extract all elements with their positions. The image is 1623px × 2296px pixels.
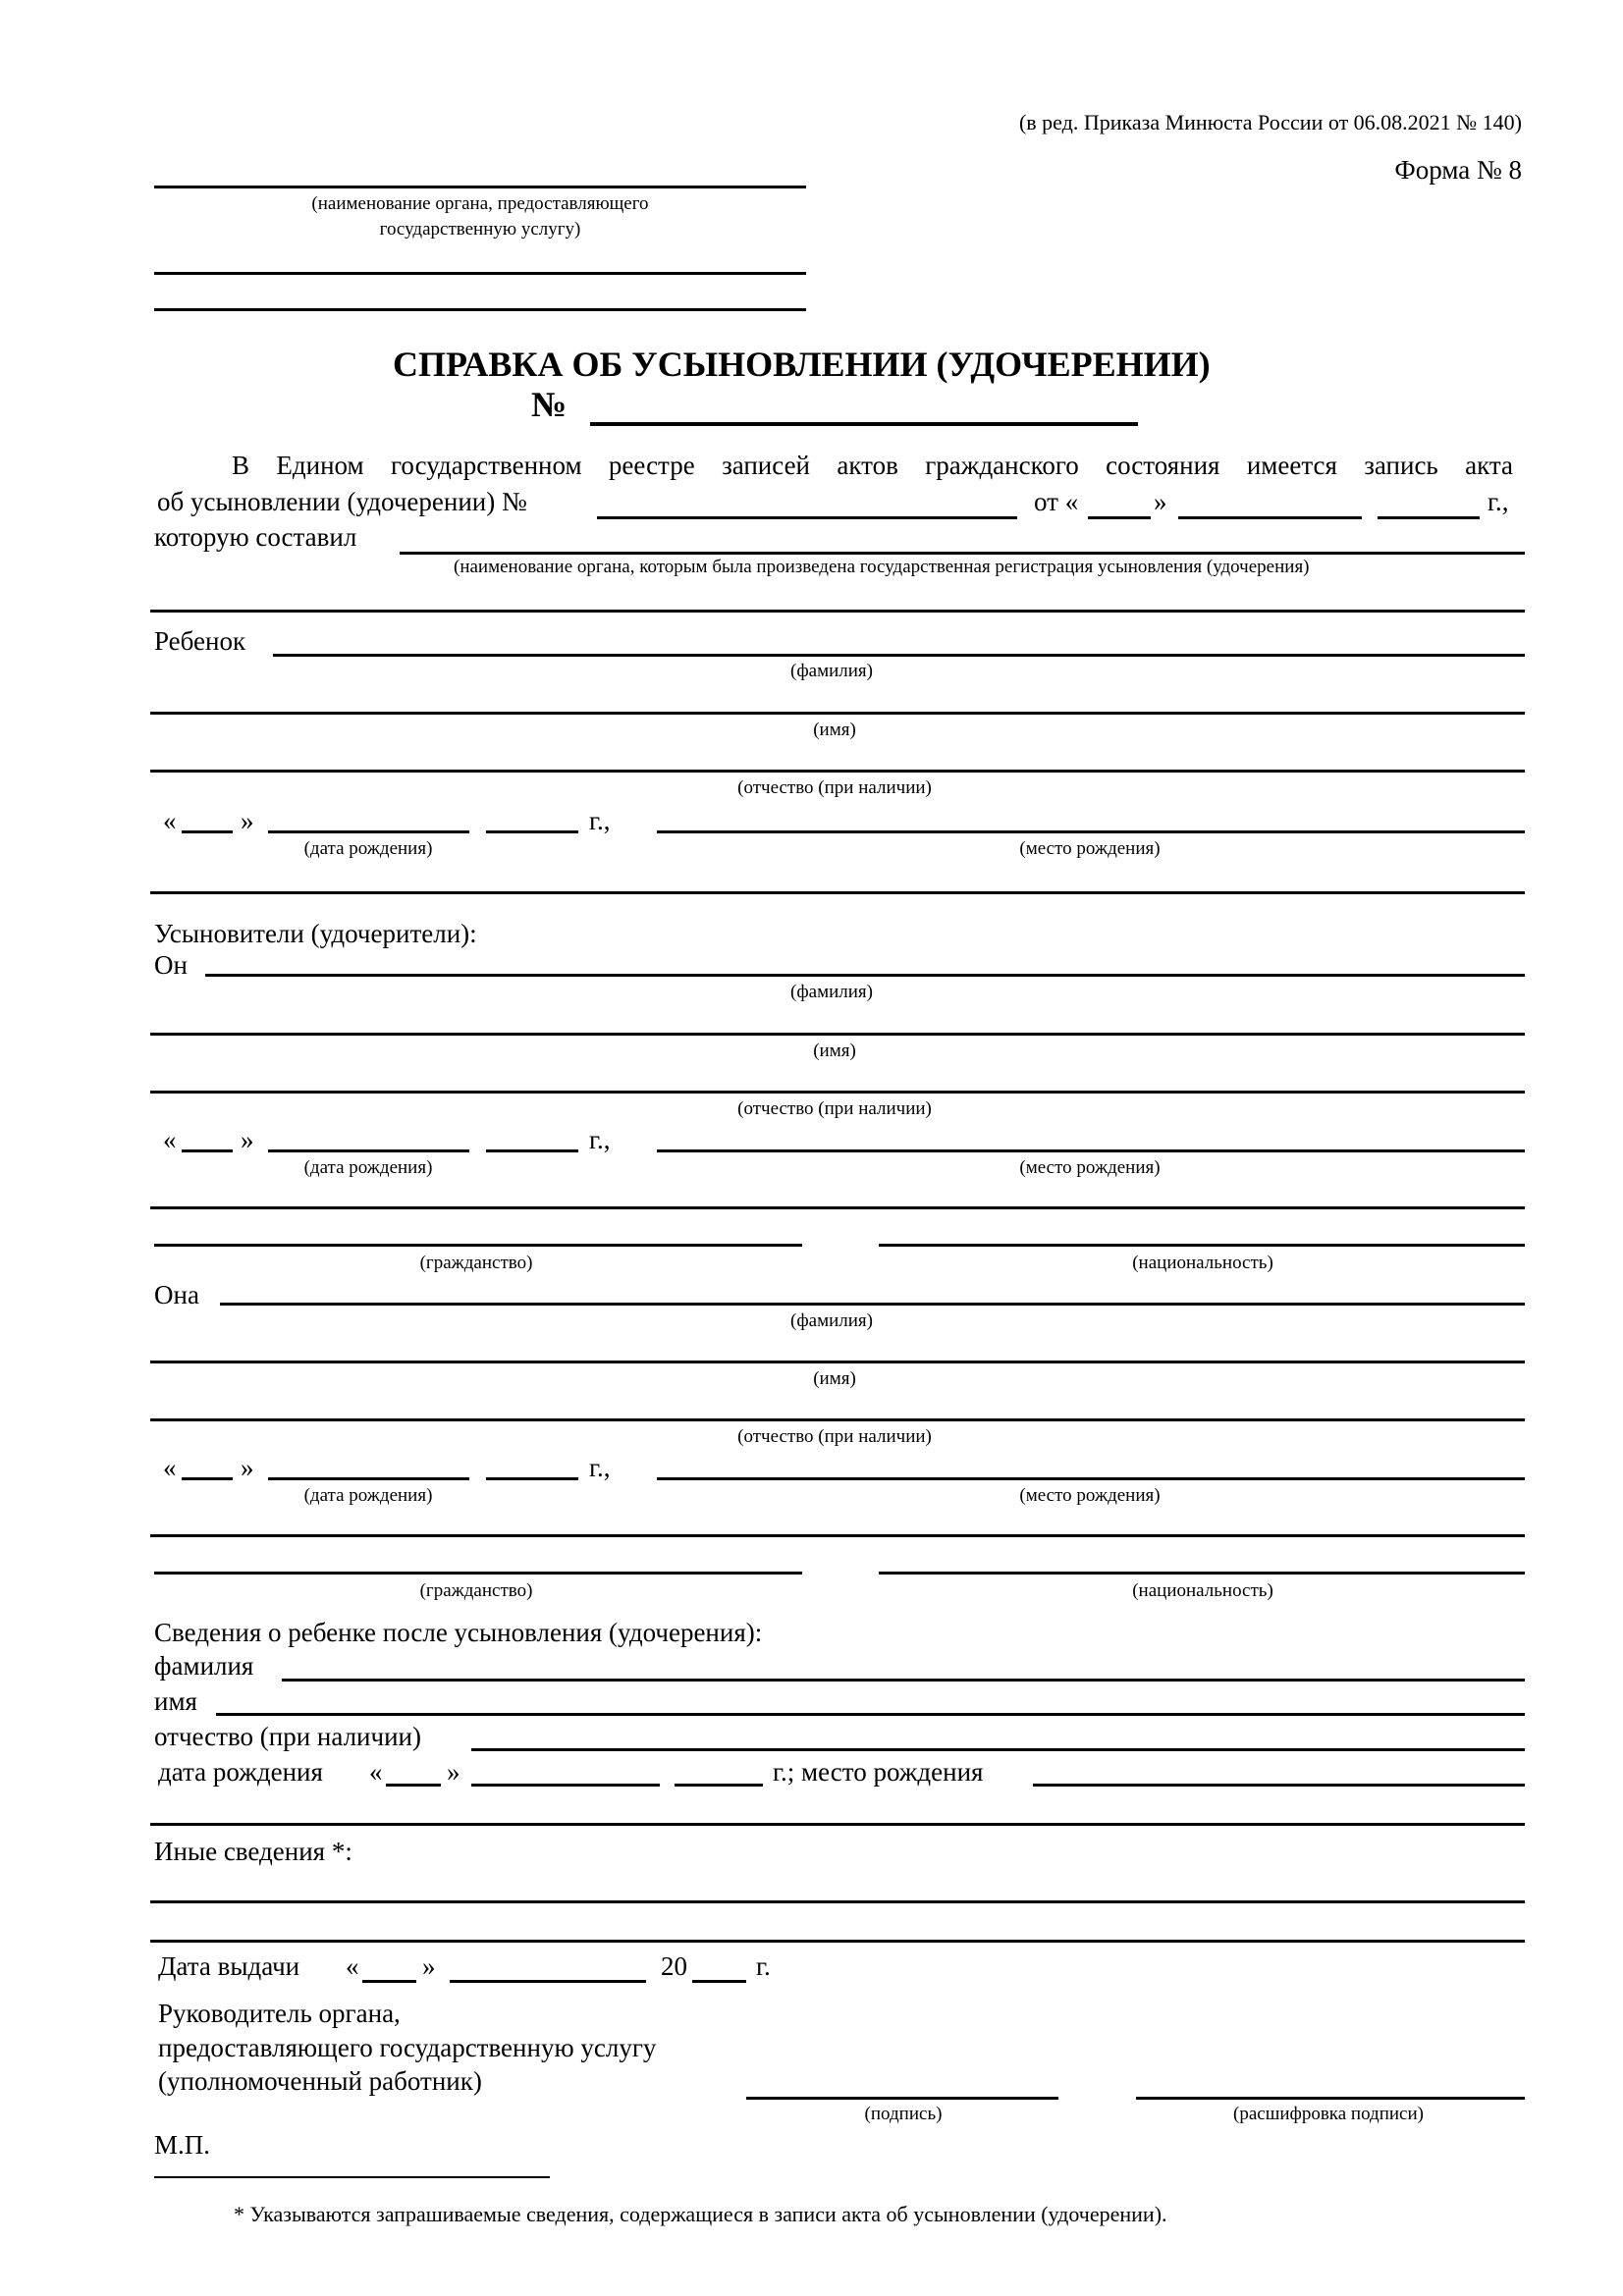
after-birth-date-label: дата рождения [158,1757,323,1787]
signature-decode-line[interactable] [1136,2097,1525,2100]
page-title: СПРАВКА ОБ УСЫНОВЛЕНИИ (УДОЧЕРЕНИИ) [393,345,1211,384]
issue-year-line[interactable] [692,1980,746,1983]
he-birth-quote-open: « [163,1125,177,1154]
record-year-line[interactable] [1378,516,1480,519]
he-birth-month-line[interactable] [268,1149,469,1152]
after-patronymic-line[interactable] [471,1748,1525,1751]
child-patronymic-line[interactable] [150,770,1525,773]
compiled-by-label: которую составил [154,522,357,552]
footnote-divider [154,2176,550,2178]
after-patronymic-label: отчество (при наличии) [154,1722,421,1751]
he-citizenship-caption: (гражданство) [419,1253,533,1273]
he-birth-place-line[interactable] [657,1149,1525,1152]
record-day-line[interactable] [1088,516,1151,519]
compiled-by-caption: (наименование органа, которым была произведена государственная регистрация усыновления (удочерения) [454,557,1310,577]
after-surname-line[interactable] [282,1679,1525,1682]
child-birth-place-line[interactable] [657,830,1525,833]
other-info-label: Иные сведения *: [154,1837,352,1866]
child-birth-year-suffix: г., [589,806,611,835]
child-birth-year-line[interactable] [486,830,578,833]
she-surname-caption: (фамилия) [790,1310,873,1331]
after-surname-label: фамилия [154,1651,254,1681]
she-name-line[interactable] [150,1361,1525,1363]
child-surname-line[interactable] [273,654,1525,657]
child-name-caption: (имя) [813,720,856,740]
he-surname-caption: (фамилия) [790,982,873,1002]
certificate-number-line[interactable] [590,422,1138,426]
other-info-line-1[interactable] [150,1900,1525,1903]
record-number-line[interactable] [597,516,1017,519]
revision-note: (в ред. Приказа Минюста России от 06.08.2021 № 140) [1018,110,1522,134]
he-birth-year-line[interactable] [486,1149,578,1152]
child-birth-place-extra-line[interactable] [150,891,1525,894]
authority-caption-line2: государственную услугу) [379,219,581,240]
she-citizenship-line[interactable] [154,1572,802,1575]
signer-line1: Руководитель органа, [158,1999,401,2028]
child-name-line[interactable] [150,712,1525,715]
she-birth-year-line[interactable] [486,1477,578,1480]
adopter-he-label: Он [154,950,188,980]
she-birth-place-line[interactable] [657,1477,1525,1480]
he-patronymic-line[interactable] [150,1091,1525,1094]
she-birth-year-suffix: г., [589,1453,611,1482]
certificate-number-sign: № [531,385,568,424]
issue-day-line[interactable] [362,1980,416,1983]
signer-line2: предоставляющего государственную услугу [158,2033,657,2062]
intro-year-suffix: г., [1488,487,1509,516]
she-birth-place-extra-line[interactable] [150,1534,1525,1537]
adopters-heading: Усыновители (удочерители): [154,919,477,948]
after-name-line[interactable] [216,1713,1525,1716]
intro-quote-close: » [1154,487,1167,516]
intro-line1: В Едином государственном реестре записей актов гражданского состояния имеется запись акта [232,451,1513,480]
she-birth-month-line[interactable] [268,1477,469,1480]
she-birth-place-caption: (место рождения) [1019,1485,1161,1506]
other-info-line-2[interactable] [150,1940,1525,1943]
he-birth-day-line[interactable] [182,1149,233,1152]
child-birth-month-line[interactable] [268,830,469,833]
intro-line1-start [232,453,1513,479]
issue-quote-close: » [422,1951,436,1981]
form-number: Форма № 8 [1394,155,1522,185]
signature-caption: (подпись) [864,2104,943,2124]
after-birth-quote-open: « [369,1757,383,1787]
after-birth-day-line[interactable] [386,1784,441,1787]
he-birth-place-caption: (место рождения) [1019,1157,1161,1178]
he-name-line[interactable] [150,1033,1525,1036]
signature-decode-caption: (расшифровка подписи) [1233,2104,1424,2124]
she-birth-date-caption: (дата рождения) [303,1485,433,1506]
he-nationality-caption: (национальность) [1132,1253,1273,1273]
footnote: * Указываются запрашиваемые сведения, содержащиеся в записи акта об усыновлении (удочерении). [234,2202,1167,2226]
intro-record-label: об усыновлении (удочерении) № [157,487,527,516]
after-birth-place-extra-line[interactable] [150,1823,1525,1826]
issue-month-line[interactable] [450,1980,646,1983]
after-birth-month-line[interactable] [471,1784,660,1787]
he-nationality-line[interactable] [879,1244,1525,1247]
authority-name-line[interactable] [154,186,806,188]
she-nationality-line[interactable] [879,1572,1525,1575]
she-nationality-caption: (национальность) [1132,1580,1273,1601]
child-birth-date-caption: (дата рождения) [303,838,433,859]
child-birth-day-line[interactable] [182,830,233,833]
signer-line3: (уполномоченный работник) [158,2066,482,2096]
he-birth-quote-close: » [241,1125,254,1154]
she-patronymic-caption: (отчество (при наличии) [737,1426,932,1447]
issue-date-label: Дата выдачи [158,1951,300,1981]
child-birth-quote-close: » [241,806,254,835]
she-birth-quote-close: » [241,1453,254,1482]
after-birth-year-line[interactable] [675,1784,763,1787]
after-year-place-label: г.; место рождения [773,1757,984,1787]
child-birth-quote-open: « [163,806,177,835]
authority-caption-line1: (наименование органа, предоставляющего [311,193,649,214]
he-birth-year-suffix: г., [589,1125,611,1154]
she-birth-quote-open: « [163,1453,177,1482]
he-birth-date-caption: (дата рождения) [303,1157,433,1178]
stamp-label: М.П. [154,2130,211,2160]
after-birth-quote-close: » [447,1757,460,1787]
issue-year-suffix: г. [756,1951,771,1981]
child-patronymic-caption: (отчество (при наличии) [737,777,932,798]
child-surname-caption: (фамилия) [790,661,873,681]
he-name-caption: (имя) [813,1041,856,1061]
child-birth-place-caption: (место рождения) [1019,838,1161,859]
after-name-label: имя [154,1686,197,1716]
she-patronymic-line[interactable] [150,1418,1525,1421]
after-adoption-heading: Сведения о ребенке после усыновления (удочерения): [154,1618,763,1647]
signature-line[interactable] [746,2097,1058,2100]
she-name-caption: (имя) [813,1368,856,1389]
issue-century: 20 [661,1951,687,1981]
she-birth-day-line[interactable] [182,1477,233,1480]
child-label: Ребенок [154,626,246,656]
he-citizenship-line[interactable] [154,1244,802,1247]
adopter-she-label: Она [154,1280,199,1309]
record-month-line[interactable] [1178,516,1362,519]
he-surname-line[interactable] [205,974,1525,977]
authority-extra-line-2[interactable] [154,308,806,311]
authority-extra-line-1[interactable] [154,272,806,275]
issue-quote-open: « [346,1951,359,1981]
section-divider [150,610,1525,613]
he-birth-place-extra-line[interactable] [150,1206,1525,1209]
compiled-by-line[interactable] [400,552,1525,555]
he-patronymic-caption: (отчество (при наличии) [737,1098,932,1119]
she-surname-line[interactable] [220,1303,1525,1306]
after-birth-place-line[interactable] [1033,1784,1525,1787]
intro-from-label: от « [1034,487,1079,516]
she-citizenship-caption: (гражданство) [419,1580,533,1601]
